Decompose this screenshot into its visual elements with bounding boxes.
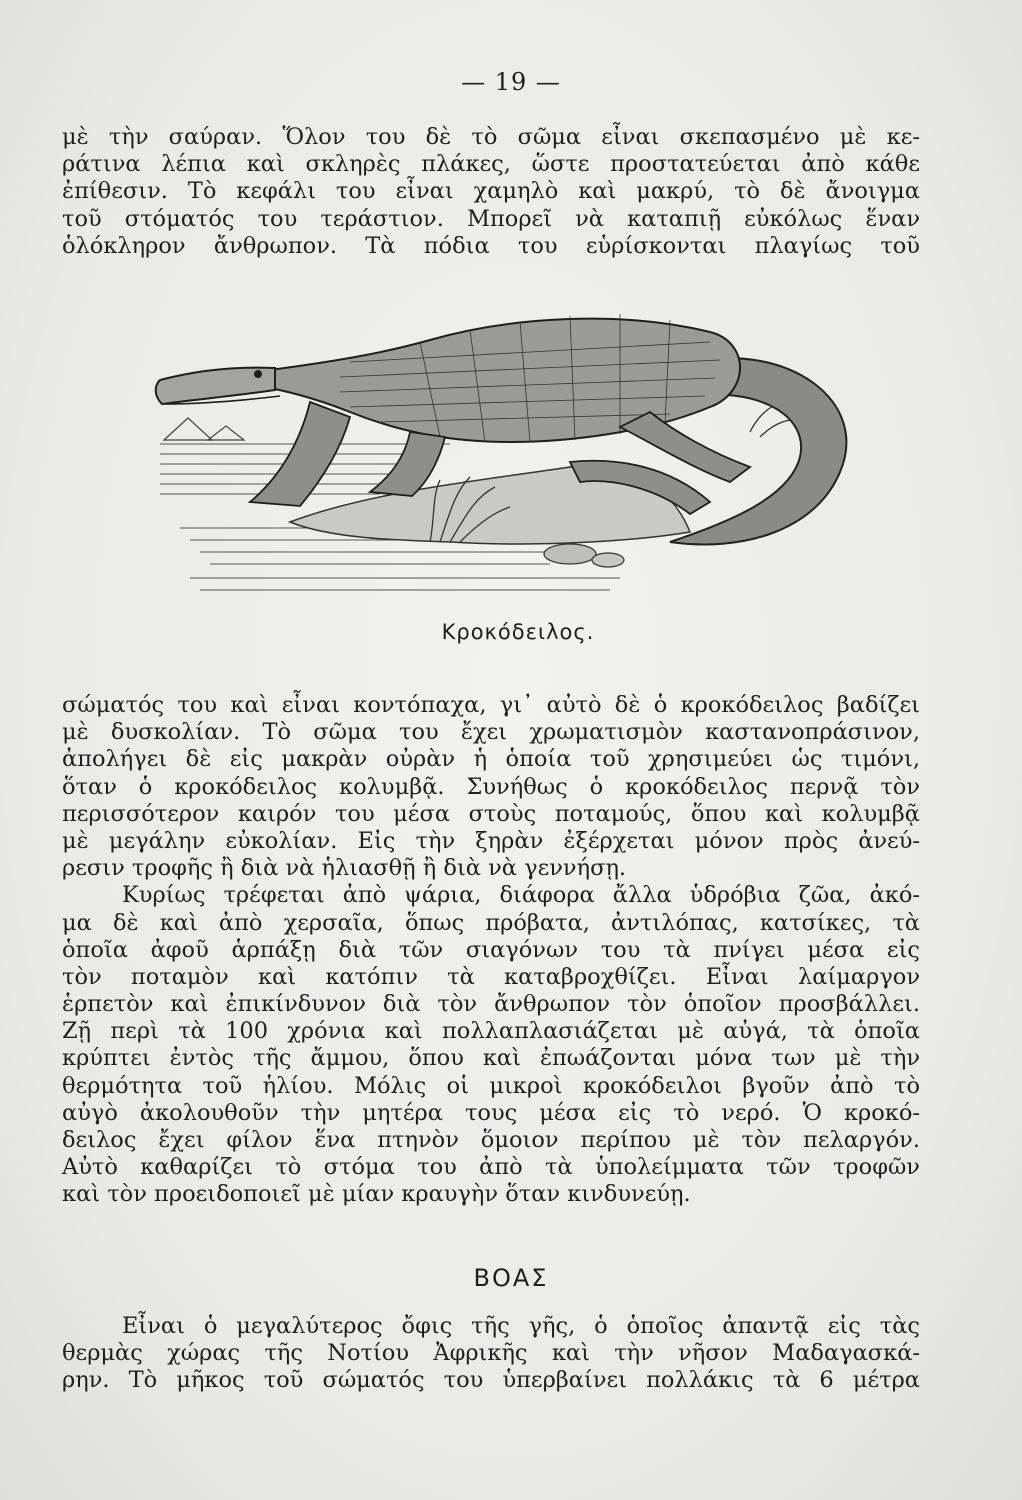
text-line: ἐπίθεσιν. Τὸ κεφάλι του εἶναι χαμηλὸ καὶ μακρύ, τὸ δὲ ἄνοιγμα xyxy=(62,178,920,205)
section-heading: ΒΟΑΣ xyxy=(473,1264,549,1292)
text-line: ὅταν ὁ κροκόδειλος κολυμβᾷ. Συνήθως ὁ κροκόδειλος περνᾷ τὸν xyxy=(62,773,920,800)
text-line: τοῦ στόματός του τεράστιον. Μπορεῖ νὰ καταπιῇ εὐκόλως ἕναν xyxy=(62,205,920,232)
text-line: ρεσιν τροφῆς ἢ διὰ νὰ ἡλιασθῇ ἢ διὰ νὰ γεννήσῃ. xyxy=(62,855,627,882)
crocodile-engraving-icon xyxy=(150,292,860,607)
text-line: ἀπολήγει δὲ εἰς μακρὰν οὐρὰν ἡ ὁποία τοῦ χρησιμεύει ὡς τιμόνι, xyxy=(62,746,920,773)
text-line: κρύπτει ἐντὸς τῆς ἄμμου, ὅπου καὶ ἐπωάζονται μόνα των μὲ τὴν xyxy=(62,1045,920,1072)
text-line: δειλος ἔχει φίλον ἕνα πτηνὸν ὅμοιον περίπου μὲ τὸν πελαργόν. xyxy=(62,1127,920,1153)
text-line: ὁλόκληρον ἄνθρωπον. Τὰ πόδια του εὑρίσκονται πλαγίως τοῦ xyxy=(62,232,920,259)
paragraph-boa xyxy=(62,1313,920,1395)
text-line: αὐγὸ ἀκολουθοῦν τὴν μητέρα τους μέσα εἰς τὸ νερό. Ὁ κροκό- xyxy=(62,1099,920,1126)
text-line: μὲ τὴν σαύραν. Ὅλον του δὲ τὸ σῶμα εἶναι σκεπασμένο μὲ κε- xyxy=(62,124,920,150)
text-line: Κυρίως τρέφεται ἀπὸ ψάρια, διάφορα ἄλλα ὑδρόβια ζῶα, ἀκό- xyxy=(122,882,920,909)
text-line: Ζῇ περὶ τὰ 100 χρόνια καὶ πολλαπλασιάζεται μὲ αὐγά, τὰ ὁποῖα xyxy=(62,1018,920,1045)
text-line: ἑρπετὸν καὶ ἐπικίνδυνον διὰ τὸν ἄνθρωπον τὸν ὁποῖον προσβάλλει. xyxy=(62,991,920,1018)
paragraph-crocodile-body xyxy=(62,692,920,1209)
text-line: ράτινα λέπια καὶ σκληρὲς πλάκες, ὥστε προστατεύεται ἀπὸ κάθε xyxy=(62,151,920,178)
paragraph-crocodile-intro xyxy=(62,124,920,260)
figure-caption: Κροκόδειλος. xyxy=(441,620,595,644)
text-line: θερμότητα τοῦ ἡλίου. Μόλις οἱ μικροὶ κροκόδειλοι βγοῦν ἀπὸ τὸ xyxy=(62,1072,920,1099)
text-line: μα δὲ καὶ ἀπὸ χερσαῖα, ὅπως πρόβατα, ἀντιλόπας, κατσίκες, τὰ xyxy=(62,909,920,936)
text-line: σώματός του καὶ εἶναι κοντόπαχα, γι᾽ αὐτὸ δὲ ὁ κροκόδειλος βαδίζει xyxy=(62,692,920,718)
text-line: ὁποῖα ἀφοῦ ἁρπάξῃ διὰ τῶν σιαγόνων του τὰ πνίγει μέσα εἰς xyxy=(62,936,920,963)
text-line: μὲ δυσκολίαν. Τὸ σῶμα του ἔχει χρωματισμὸν καστανοπράσινον, xyxy=(62,719,920,746)
text-line: θερμὰς χώρας τῆς Νοτίου Ἀφρικῆς καὶ τὴν νῆσον Μαδαγασκά- xyxy=(62,1340,920,1367)
text-line: Εἶναι ὁ μεγαλύτερος ὄφις τῆς γῆς, ὁ ὁποῖος ἀπαντᾷ εἰς τὰς xyxy=(122,1313,920,1339)
text-line: περισσότερον καιρόν του μέσα στοὺς ποταμούς, ὅπου καὶ κολυμβᾷ xyxy=(62,800,920,827)
page-number: — 19 — xyxy=(461,68,561,96)
text-line: ρην. Τὸ μῆκος τοῦ σώματός του ὑπερβαίνει πολλάκις τὰ 6 μέτρα xyxy=(62,1367,920,1394)
text-line: Αὐτὸ καθαρίζει τὸ στόμα του ἀπὸ τὰ ὑπολείμματα τῶν τροφῶν xyxy=(62,1154,920,1181)
text-line: τὸν ποταμὸν καὶ κατόπιν τὰ καταβροχθίζει. Εἶναι λαίμαργον xyxy=(62,963,920,990)
text-line: καὶ τὸν προειδοποιεῖ μὲ μίαν κραυγὴν ὅταν κινδυνεύῃ. xyxy=(62,1181,691,1208)
text-line: μὲ μεγάλην εὐκολίαν. Εἰς τὴν ξηρὰν ἐξέρχεται μόνον πρὸς ἀνεύ- xyxy=(62,827,920,854)
